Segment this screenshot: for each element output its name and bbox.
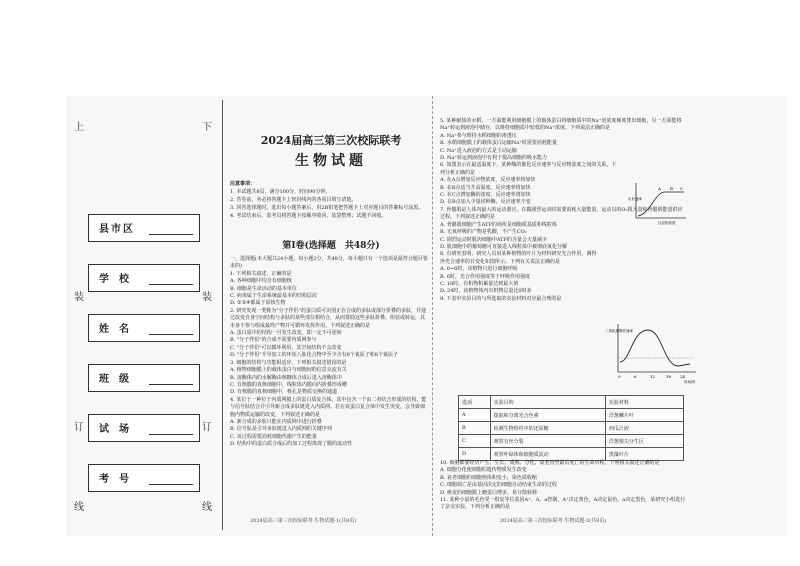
- question-line: B. "分子伴侣"的合成不需要内质网参与: [230, 337, 317, 344]
- tick-label: 0: [618, 374, 621, 379]
- table-header: 选项: [459, 396, 491, 409]
- co2-rate-graph: [604, 322, 700, 384]
- field-class[interactable]: [88, 364, 200, 392]
- question-line: D. 24时，该植物体内有机物总量比0时多: [440, 288, 532, 295]
- question-line: C. 该过程需要消耗细胞代谢产生的能量: [230, 433, 317, 440]
- question-line: D. 肌细胞中的葡萄糖可直接进入线粒体中被彻底氧化分解: [440, 243, 568, 250]
- binding-mark: 装: [202, 292, 212, 303]
- question-line: B. 细胞是生命活动的基本单位: [230, 285, 297, 292]
- table-cell: 洋葱鳞片叶: [605, 409, 683, 422]
- question-line: C. 18时，有机物积累量达到最大值: [440, 280, 519, 287]
- table-cell: 黑藻叶片: [605, 448, 683, 461]
- question-line: D. ①③④都属于原核生物: [230, 300, 286, 307]
- table-cell: A: [459, 409, 491, 422]
- tick-label: 6: [634, 374, 637, 379]
- question-line: 10. 细胞都要经历产生、生长、成熟、分化、衰老直至最后死亡的生命历程。下列相关叙述正确的是: [440, 460, 660, 466]
- field-exam-number[interactable]: [88, 464, 200, 492]
- point-label: C: [680, 186, 684, 191]
- question-line: C. 在C点增加酶的浓度，反应速率将加快: [440, 192, 531, 199]
- question-line: D. 结构中的蛋白质合成后的加工过程体现了膜的流动性: [230, 441, 353, 448]
- table-row: [459, 435, 684, 448]
- tick-label: 24: [680, 374, 686, 379]
- field-exam-room[interactable]: [88, 414, 200, 442]
- question-line: 2. 研究发现一类称为"分子伴侣"的蛋白质可识别正在合成的多肽或部分折叠的多肽，并通过改变自身空间结构与多肽的某些部位相结合，从而帮助这些多肽折叠、组装或转运，其本身不参与组成最终产物并可循环发挥作用。下列叙述正确的是: [230, 307, 426, 329]
- field-label: 学校: [99, 274, 139, 285]
- table-cell: 提取和分离光合色素: [490, 409, 605, 422]
- question-line: A. Na⁺参与维持水稻细胞的渗透压: [440, 132, 517, 139]
- table-header-row: [459, 396, 684, 409]
- table-cell: 洋葱根尖分生区: [605, 435, 683, 448]
- binding-mark: 线: [74, 502, 84, 513]
- table-cell: B: [459, 422, 491, 435]
- question-line: 1. 下列相关叙述，正确的是: [230, 270, 292, 277]
- page-divider: [432, 96, 433, 536]
- question-line: D. 癌变的细胞膜上糖蛋白增多，易分散转移: [440, 489, 538, 496]
- left-questions: [230, 256, 428, 449]
- notes-block: [230, 180, 428, 220]
- question-line: C. 剧烈运动时肌肉细胞中ATP的含量会大量减少: [440, 236, 547, 243]
- question-line: 3. 细胞的结构与功能相适应，下列相关叙述错误的是: [230, 359, 347, 366]
- question-line: 7. 骨骼肌是人体内最大的运动器官，在做剧烈运动时需要消耗大量能量，运动员的O₂摄入量和骨骼肌能量供应过程，下列叙述正确的是: [440, 206, 683, 221]
- table-cell: 观察有丝分裂: [490, 435, 605, 448]
- q9-table: [458, 395, 684, 461]
- table-row: [459, 409, 684, 422]
- field-label: 县市区: [99, 224, 135, 235]
- note-item: 1. 本试题共8页，满分100分，时间90分钟。: [230, 189, 331, 195]
- question-line: A. 植物细胞膜上的载体蛋白与细胞间的信息交流有关: [230, 367, 347, 374]
- question-line: B. 水稻细胞膜上的载体蛋白运输Na⁺时需要消耗能量: [440, 140, 557, 147]
- binding-line: [222, 100, 223, 530]
- question-line: C. 有核膜的真核细胞中，线粒体内膜向内折叠形成嵴: [230, 381, 347, 388]
- table-cell: D: [459, 448, 491, 461]
- note-item: 4. 考试结束后，监考员将答题卡按顺序收回，装袋整理；试题不回收。: [230, 213, 387, 219]
- question-line: C. 细胞凋亡是由基因决定的细胞自动结束生命的过程: [440, 482, 557, 489]
- field-name[interactable]: [88, 314, 200, 342]
- binding-mark: 订: [74, 422, 84, 433]
- question-line: A. 蛋白质中的结构一旦发生改变，即一定不可逆转: [230, 330, 342, 337]
- field-label: 姓名: [99, 324, 139, 335]
- binding-mark: 订: [202, 422, 212, 433]
- table-cell: 检测生物组织中的还原糖: [490, 422, 605, 435]
- rate-curve: [638, 192, 684, 216]
- question-line: B. 无氧呼吸的产物是乳酸，不产生CO₂: [440, 229, 527, 236]
- question-line: 5. 某种耐盐的水稻，一方面能利用细胞膜上的载体蛋白将细胞质中的Na⁺逆浓度梯度排出细胞，另一方面能将Na⁺转运到液泡中储存，以维持细胞质中较低的Na⁺浓度。下列说法正确的是: [440, 118, 682, 132]
- binding-strip: [74, 118, 214, 518]
- point-label: A: [658, 186, 661, 191]
- table-row: [459, 422, 684, 435]
- question-line: C. 病毒属于生命系统最基本的结构层次: [230, 293, 317, 300]
- question-line: B. 6时，光合作用强度等于呼吸作用强度: [440, 273, 531, 280]
- table-cell: 观察叶绿体和细胞质流动: [490, 448, 605, 461]
- field-label: 考号: [99, 474, 139, 485]
- question-line: B. 衰老细胞的细胞核体积变小，染色质收缩: [440, 474, 537, 481]
- table-cell: 西瓜汁液: [605, 422, 683, 435]
- field-school[interactable]: [88, 264, 200, 292]
- question-line: B. 在B点适当升高温度，反应速率将加快: [440, 184, 531, 191]
- binding-mark: 装: [74, 292, 84, 303]
- question-line: B. 溶酶体内的水解酶由核糖体合成后进入溶酶体中: [230, 374, 342, 381]
- section-intro: 一、选择题(本大题共24小题，每小题2分，共48分，每小题只有一个选项是最符合题目要求的): [230, 256, 428, 270]
- question-line: A. 各种细胞中均含有细胞核: [230, 278, 292, 285]
- question-line: A. 0~6时，该植物只进行细胞呼吸: [440, 266, 518, 273]
- question-line: 4. 某位于一种位于内质网膜上的蛋白质复合体，其中包含一个由二者结合形成的结构，能与信号肽结合并引导新合成多肽链进入内质网。若在该蛋白复合体中发生突变，会导致细胞内物质运输的改变，下列叙述正确的是: [230, 396, 427, 418]
- question-line: D. 有核膜的真核细胞中，核孔是物质交换的通道: [230, 389, 338, 396]
- exam-title: 2024届高三第三次校际联考: [260, 134, 402, 147]
- section-heading: 第Ⅰ卷(选择题 共48分): [282, 241, 380, 251]
- right-questions-2: [440, 460, 690, 512]
- footer-right: 2024届高三第三次校际联考·生物试题-2(共8页): [500, 518, 607, 524]
- tick-label: 12: [650, 374, 656, 379]
- question-line: A. 细胞分化使细胞的遗传物质发生改变: [440, 467, 527, 474]
- enzyme-rate-graph: [628, 180, 688, 225]
- question-line: D. 在B点加入少量同种酶，反应速率不变: [440, 199, 531, 206]
- question-line: C. "分子伴侣"可以循环利用，其空间结构不会改变: [230, 344, 342, 351]
- binding-mark: 下: [202, 122, 212, 133]
- table-header: 实验目的: [490, 396, 605, 409]
- tick-label: 18: [666, 374, 672, 379]
- field-label: 试场: [99, 424, 139, 435]
- question-line: 6. 如图表示在最适温度下，某种酶的催化反应速率与反应物浓度之间的关系。下列分析正确的是: [440, 162, 617, 176]
- note-item: 2. 答卷前，务必将答题卡上密封线内的各项目填写清楚。: [230, 197, 357, 203]
- question-line: 11. 某种小鼠的毛色受一组复等位基因A⁺、A、a控制，A⁺决定黄色，A决定鼠色，a决定黑色，某研究小组进行了杂交实验，下列分析正确的是: [440, 497, 686, 511]
- field-label: 班级: [99, 374, 139, 385]
- field-county[interactable]: [88, 214, 200, 242]
- question-line: D. Na⁺转运到液泡中有利于提高细胞的吸水能力: [440, 155, 548, 162]
- x-axis-label: 反应物浓度: [658, 221, 676, 225]
- question-line: 9. 下表中实验目的与所选取的实验材料对应最合理的是: [440, 295, 562, 302]
- x-axis-label: 时间/时: [684, 380, 696, 384]
- question-line: 8. 有研究表明，研究人员用某种植物的叶片为材料研究光合作用，测得净光合速率的日变化如图所示。下列有关说法正确的是: [440, 251, 597, 265]
- y-axis-label: 反应速率: [628, 197, 642, 201]
- binding-mark: 线: [202, 502, 212, 513]
- question-line: A. 新合成的多肽只能在内质网中进行折叠: [230, 418, 322, 425]
- exam-subject: 生物试题: [295, 153, 367, 169]
- table-header: 实验材料: [605, 396, 683, 409]
- table-cell: C: [459, 435, 491, 448]
- point-label: B: [670, 186, 673, 191]
- notes-heading: 注意事项：: [230, 181, 256, 187]
- question-line: C. Na⁺进入液泡的方式是主动运输: [440, 147, 517, 154]
- question-line: A. 在A点增加反应物浓度，反应速率将加快: [440, 177, 536, 184]
- question-line: B. 信号肽是引导多肽链进入内质网的关键序列: [230, 426, 332, 433]
- question-line: D. "分子伴侣"介导加工的环状八肽化合物中至少含有8个氧原子和8个氮原子: [230, 352, 398, 359]
- note-item: 3. 回答选择题时，选出每小题答案后，用2B铅笔把答题卡上对应题目的答案标号涂黑。: [230, 205, 424, 211]
- rate-curve: [620, 330, 690, 366]
- question-line: A. 骨骼肌细胞产生ATP的场所是细胞质基质和线粒体: [440, 221, 557, 228]
- y-axis-label: 二氧化碳吸收速率: [605, 329, 633, 333]
- footer-left: 2024届高三第三次校际联考·生物试题-1(共8页): [250, 518, 357, 524]
- binding-mark: 上: [74, 122, 84, 133]
- table-row: [459, 448, 684, 461]
